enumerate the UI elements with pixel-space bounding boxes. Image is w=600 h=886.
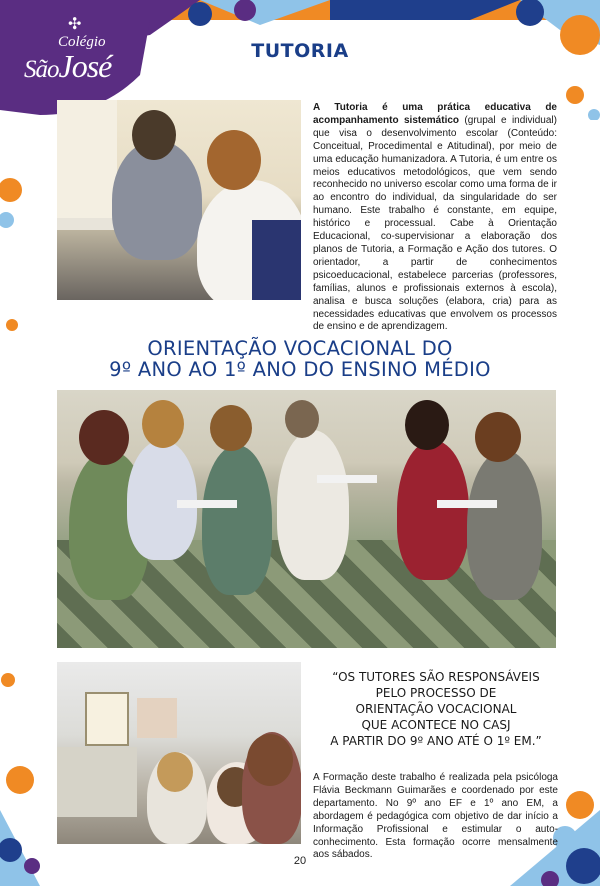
wall-poster — [85, 692, 129, 746]
logo-star-icon: ✣ — [68, 16, 82, 33]
quote-line: “OS TUTORES SÃO RESPONSÁVEIS — [332, 670, 540, 684]
window — [57, 100, 117, 220]
participant-5 — [397, 440, 469, 580]
window — [137, 698, 177, 738]
logo-line2a: São — [24, 56, 59, 83]
section-title-line2: 9º ANO AO 1º ANO DO ENSINO MÉDIO — [109, 358, 491, 381]
desk-arm — [437, 500, 497, 508]
teacher-head — [132, 110, 176, 160]
formacao-paragraph: A Formação deste trabalho é realizada pela psicóloga Flávia Beckmann Guimarães e coordenado por este departamento. No 9º ano EF e 1º ano EM, a abordagem é pedagógica com objetivo de dar início a Informação Profissional e estimular o auto-conhecimento. Esta formação ocorre mensalmente aos sábados. — [313, 772, 558, 861]
photo-tutoring-session — [57, 100, 301, 300]
quote-line: PELO PROCESSO DE — [375, 686, 497, 700]
participant-2-head — [142, 400, 184, 448]
participant-1-head — [79, 410, 129, 465]
intro-body: (grupal e individual) que visa o desenvolvimento escolar (Conteúdo: Conceitual, Procedimental e Atitudinal), por meio de uma educação humanizadora. A Tutoria, é um entre os meios educativos metodológicos, que vem sendo reconhecido no universo escolar como uma forma de ir ao encontro do individual, da singularidade do ser humano. Este trabalho é constante, em equipe, histórico e processual. Cabe à Orientação Educacional, co-supervisionar a elaboração dos planos de Tutoria, a Formação e Ação dos tutores. O orientador, a partir de conhecimentos psicoeducacional, estabelece parcerias (professores, famílias, alunos e profissionais externos à escola), analisa e busca soluções (elabora, cria) para as necessidades educativas que envolvem os processos de ensino e de aprendizagem. — [313, 114, 558, 333]
logo-line2b: José — [58, 48, 112, 84]
side-decoration-left — [0, 110, 45, 340]
pull-quote — [312, 669, 560, 749]
chair — [252, 220, 301, 300]
desk-arm — [177, 500, 237, 508]
computer-monitor — [57, 747, 137, 817]
participant-3 — [202, 445, 272, 595]
participant-4-head — [285, 400, 319, 438]
participant-3-head — [210, 405, 252, 451]
section-title — [0, 338, 600, 380]
quote-line: ORIENTAÇÃO VOCACIONAL — [355, 702, 517, 716]
side-decoration-left-bottom — [0, 660, 60, 886]
participant-a-head — [157, 752, 193, 792]
intro-lead: A Tutoria é uma prática educativa de acompanhamento sistemático — [313, 102, 557, 126]
page-number: 20 — [293, 855, 307, 867]
photo-computer-lab — [57, 662, 301, 844]
participant-c-head — [247, 734, 293, 786]
desk-arm — [317, 475, 377, 483]
logo-line1: Colégio — [58, 34, 106, 50]
quote-line: A PARTIR DO 9º ANO ATÉ O 1º EM.” — [330, 734, 542, 748]
participant-4 — [277, 430, 349, 580]
photo-group-meeting — [57, 390, 556, 648]
student-head — [207, 130, 261, 190]
section-title-line1: ORIENTAÇÃO VOCACIONAL DO — [147, 337, 453, 360]
participant-6 — [467, 450, 542, 600]
page-title: TUTORIA — [251, 40, 349, 62]
quote-line: QUE ACONTECE NO CASJ — [361, 718, 511, 732]
participant-6-head — [475, 412, 521, 462]
participant-5-head — [405, 400, 449, 450]
intro-paragraph — [313, 102, 557, 334]
